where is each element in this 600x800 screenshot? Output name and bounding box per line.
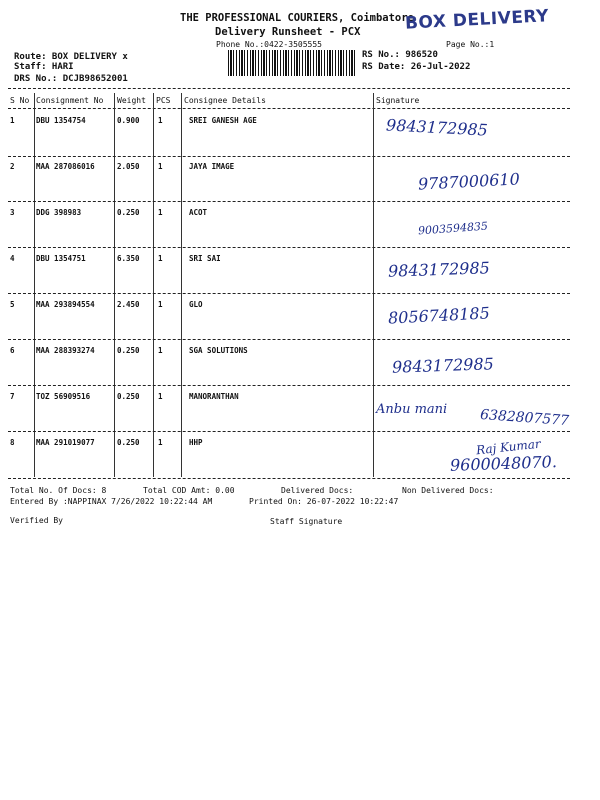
col-pcs: PCS	[156, 96, 171, 105]
row-consignment: MAA 293894554	[36, 300, 95, 309]
rs-number: RS No.: 986520	[362, 50, 438, 60]
row-weight: 0.250	[117, 346, 140, 355]
company-name: THE PROFESSIONAL COURIERS, Coimbatore	[180, 12, 414, 24]
page-number: Page No.:1	[446, 40, 495, 49]
signature-name-row-7: Anbu mani	[376, 402, 448, 417]
table-top-rule	[8, 88, 570, 89]
signature-name-row-8: Raj Kumar	[475, 436, 542, 458]
row-divider	[8, 339, 570, 340]
table-bottom-rule	[8, 478, 570, 479]
drs-number: DRS No.: DCJB98652001	[14, 74, 128, 84]
row-weight: 0.250	[117, 438, 140, 447]
row-pcs: 1	[158, 392, 163, 401]
rs-date: RS Date: 26-Jul-2022	[362, 62, 471, 72]
row-weight: 2.450	[117, 300, 140, 309]
row-pcs: 1	[158, 208, 163, 217]
col-sno: S No	[10, 96, 30, 105]
signature-row-8: 9600048070.	[449, 452, 558, 475]
col-signature: Signature	[376, 96, 420, 105]
row-sno: 6	[10, 346, 15, 355]
entered-by: Entered By :NAPPINAX 7/26/2022 10:22:44 AM	[10, 497, 213, 506]
row-divider	[8, 385, 570, 386]
phone-number: Phone No.:0422-3505555	[216, 40, 322, 49]
col-weight: Weight	[117, 96, 146, 105]
row-pcs: 1	[158, 254, 163, 263]
row-pcs: 1	[158, 300, 163, 309]
row-weight: 0.250	[117, 392, 140, 401]
signature-row-5: 8056748185	[387, 303, 491, 328]
row-consignment: DBU 1354754	[36, 116, 86, 125]
row-consignee: SRI SAI	[189, 254, 221, 263]
barcode	[228, 50, 356, 76]
row-divider	[8, 156, 570, 157]
row-sno: 3	[10, 208, 15, 217]
signature-row-1: 9843172985	[385, 115, 489, 140]
row-consignment: TOZ 56909516	[36, 392, 91, 401]
row-consignment: MAA 287086016	[36, 162, 95, 171]
row-weight: 0.250	[117, 208, 140, 217]
row-consignment: DDG 398983	[36, 208, 82, 217]
row-weight: 2.050	[117, 162, 140, 171]
row-consignment: MAA 288393274	[36, 346, 95, 355]
table-header-rule	[8, 108, 570, 109]
row-sno: 7	[10, 392, 15, 401]
route: Route: BOX DELIVERY x	[14, 52, 128, 62]
row-divider	[8, 247, 570, 248]
row-divider	[8, 431, 570, 432]
signature-row-6: 9843172985	[391, 354, 495, 377]
row-consignee: MANORANTHAN	[189, 392, 239, 401]
row-consignee: GLO	[189, 300, 203, 309]
total-cod: Total COD Amt: 0.00	[143, 486, 235, 495]
printed-on: Printed On: 26-07-2022 10:22:47	[249, 497, 399, 506]
row-pcs: 1	[158, 162, 163, 171]
box-delivery-stamp: BOX DELIVERY	[404, 6, 550, 34]
row-pcs: 1	[158, 438, 163, 447]
signature-row-3: 9003594835	[417, 219, 489, 238]
signature-row-7: 6382807577	[479, 406, 570, 430]
non-delivered-docs: Non Delivered Docs:	[402, 486, 494, 495]
staff: Staff: HARI	[14, 62, 74, 72]
row-weight: 6.350	[117, 254, 140, 263]
row-sno: 5	[10, 300, 15, 309]
row-pcs: 1	[158, 346, 163, 355]
row-consignee: ACOT	[189, 208, 208, 217]
row-consignment: MAA 291019077	[36, 438, 95, 447]
signature-row-4: 9843172985	[387, 258, 491, 281]
verified-by: Verified By	[10, 516, 63, 525]
runsheet-title: Delivery Runsheet - PCX	[215, 26, 361, 38]
row-divider	[8, 201, 570, 202]
row-consignee: SREI GANESH AGE	[189, 116, 257, 125]
col-consignee: Consignee Details	[184, 96, 266, 105]
row-sno: 2	[10, 162, 15, 171]
row-sno: 1	[10, 116, 15, 125]
signature-row-2: 9787000610	[417, 169, 521, 194]
row-divider	[8, 293, 570, 294]
staff-signature: Staff Signature	[270, 517, 343, 526]
row-consignee: SGA SOLUTIONS	[189, 346, 248, 355]
row-consignee: HHP	[189, 438, 203, 447]
total-docs: Total No. Of Docs: 8	[10, 486, 107, 495]
row-sno: 4	[10, 254, 15, 263]
delivered-docs: Delivered Docs:	[281, 486, 354, 495]
row-sno: 8	[10, 438, 15, 447]
row-pcs: 1	[158, 116, 163, 125]
row-consignment: DBU 1354751	[36, 254, 86, 263]
row-weight: 0.900	[117, 116, 140, 125]
row-consignee: JAYA IMAGE	[189, 162, 235, 171]
col-consignment: Consignment No	[36, 96, 104, 105]
